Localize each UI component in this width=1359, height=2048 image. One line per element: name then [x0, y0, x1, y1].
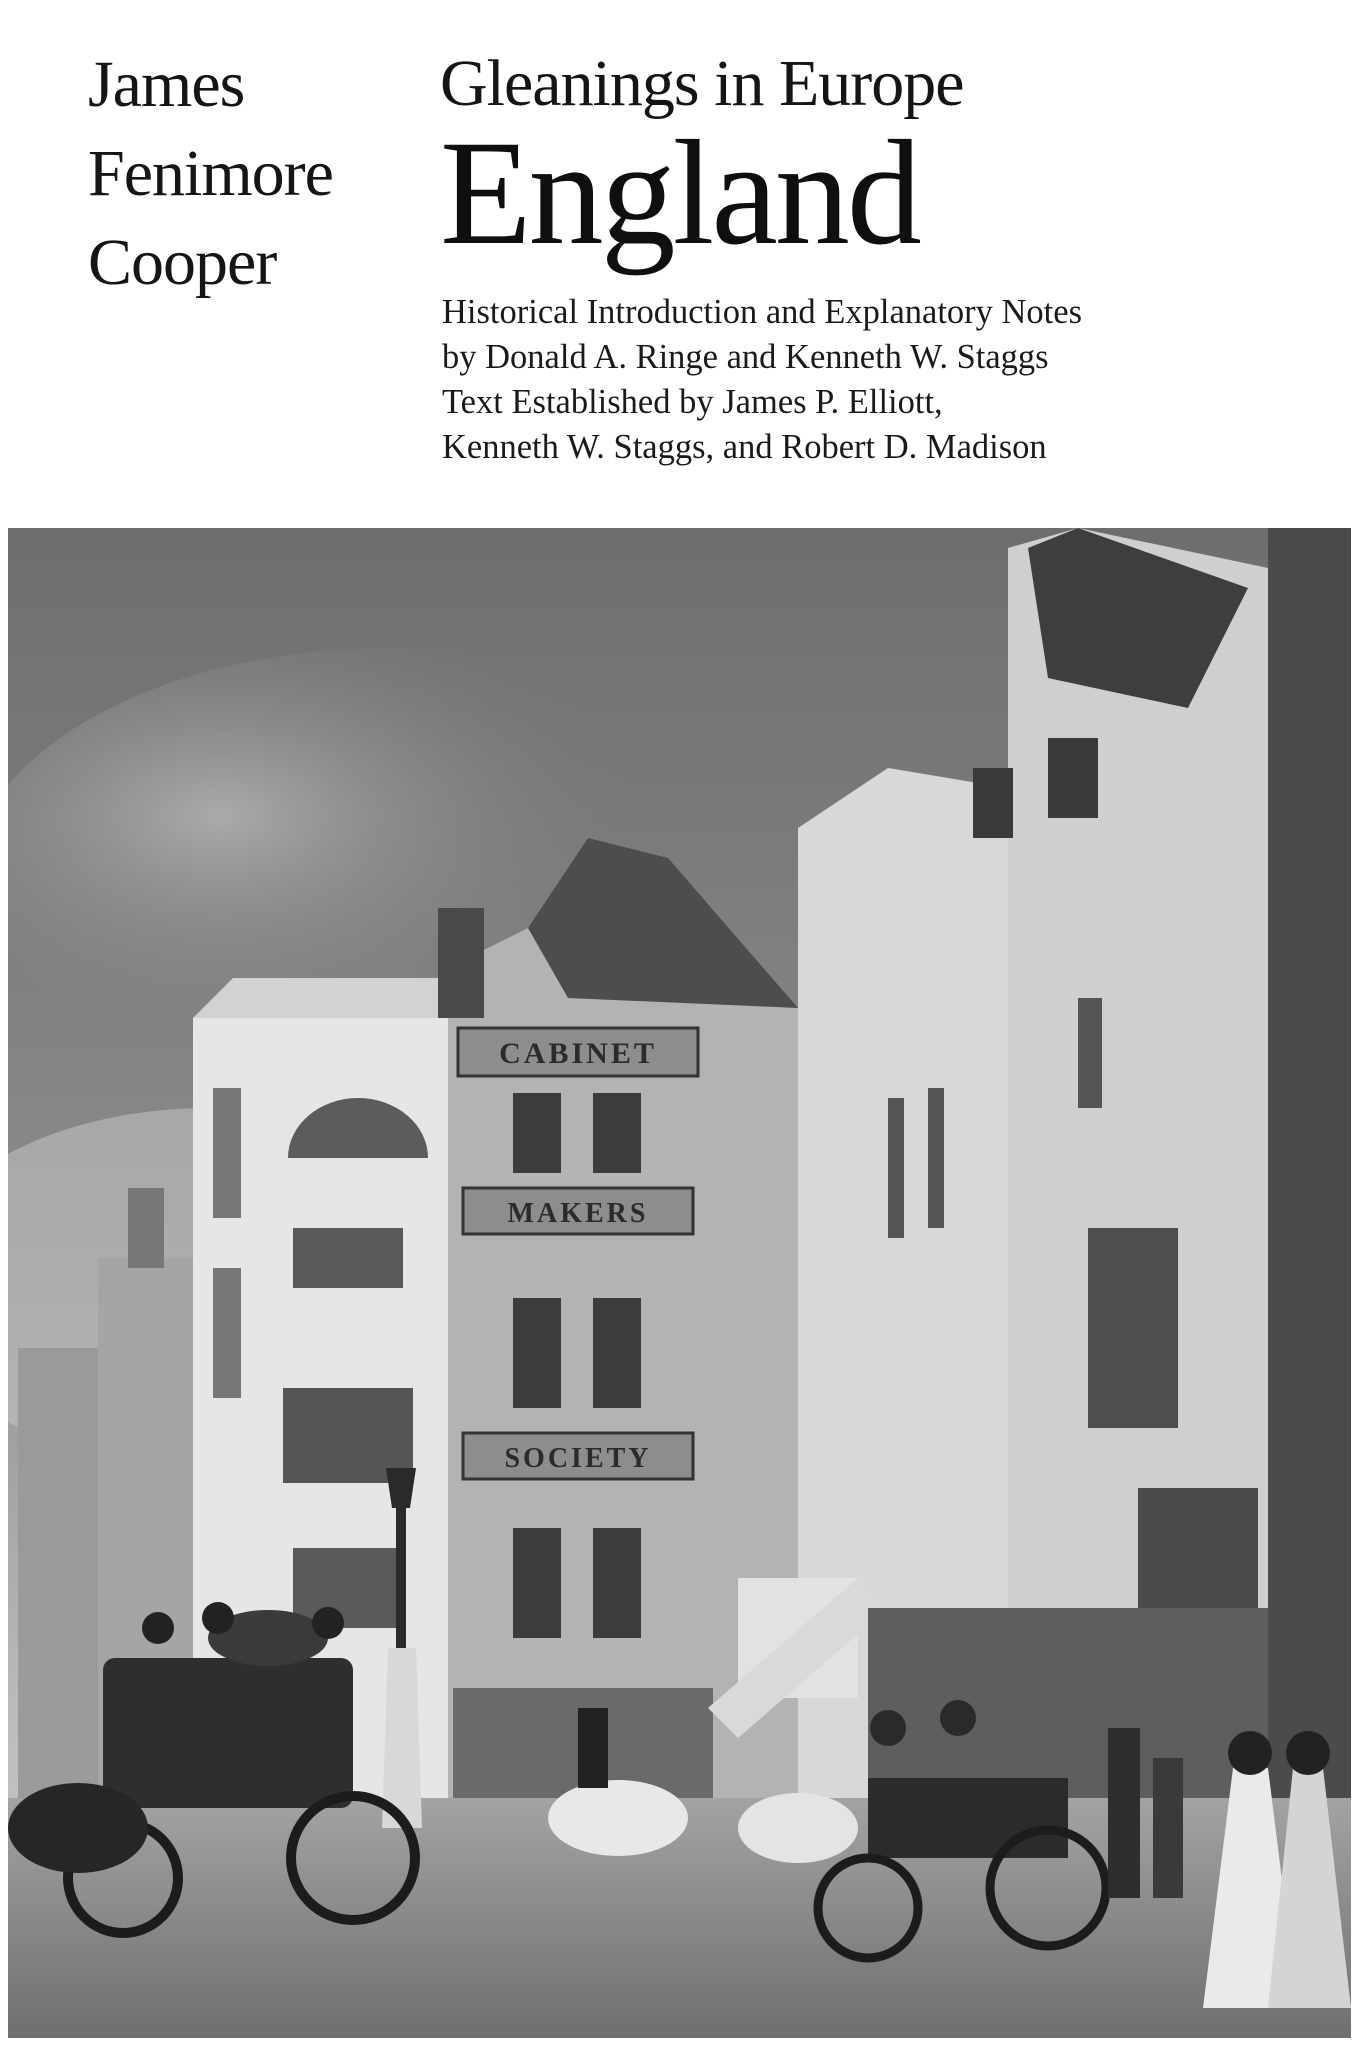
window — [928, 1088, 944, 1228]
bonnet — [1228, 1731, 1272, 1775]
carriage-body — [868, 1778, 1068, 1858]
window — [293, 1228, 403, 1288]
author-name — [88, 40, 428, 307]
pedestrian — [1153, 1758, 1183, 1898]
window — [1078, 998, 1102, 1108]
white-horse — [738, 1793, 858, 1863]
window — [593, 1298, 641, 1408]
rider — [578, 1708, 608, 1788]
author-last-name: Cooper — [88, 226, 277, 299]
sign-makers: MAKERS — [507, 1198, 649, 1229]
window — [293, 1548, 403, 1628]
passenger — [940, 1700, 976, 1736]
main-title: England — [440, 110, 919, 276]
sign-society: SOCIETY — [504, 1443, 652, 1474]
window — [593, 1528, 641, 1638]
passenger — [870, 1710, 906, 1746]
street-scene-engraving — [8, 528, 1351, 2038]
bonnet — [1286, 1731, 1330, 1775]
window — [593, 1093, 641, 1173]
window — [513, 1298, 561, 1408]
window — [213, 1088, 241, 1218]
editor-credits — [442, 290, 1342, 470]
bay-window — [1088, 1228, 1178, 1428]
chimney — [438, 908, 484, 1018]
credit-line: Kenneth W. Staggs, and Robert D. Madison — [442, 428, 1047, 466]
stagecoach-body — [103, 1658, 353, 1808]
horse — [8, 1783, 148, 1873]
window — [1048, 738, 1098, 818]
credit-line: by Donald A. Ringe and Kenneth W. Staggs — [442, 338, 1049, 376]
window — [888, 1098, 904, 1238]
pedestrian — [1108, 1728, 1140, 1898]
passenger — [312, 1607, 344, 1639]
passenger — [202, 1602, 234, 1634]
series-title: Gleanings in Europe — [440, 47, 964, 120]
chimney — [128, 1188, 164, 1268]
window — [513, 1528, 561, 1638]
credit-line: Historical Introduction and Explanatory Notes — [442, 293, 1083, 331]
author-middle-name: Fenimore — [88, 137, 333, 210]
author-first-name: James — [88, 48, 245, 121]
window — [513, 1093, 561, 1173]
window — [973, 768, 1013, 838]
white-building-side — [193, 978, 448, 1018]
white-horse — [548, 1780, 688, 1856]
window — [213, 1268, 241, 1398]
credit-line: Text Established by James P. Elliott, — [442, 383, 943, 421]
passenger — [142, 1612, 174, 1644]
sign-cabinet: CABINET — [499, 1037, 657, 1070]
title-block — [440, 40, 1340, 276]
